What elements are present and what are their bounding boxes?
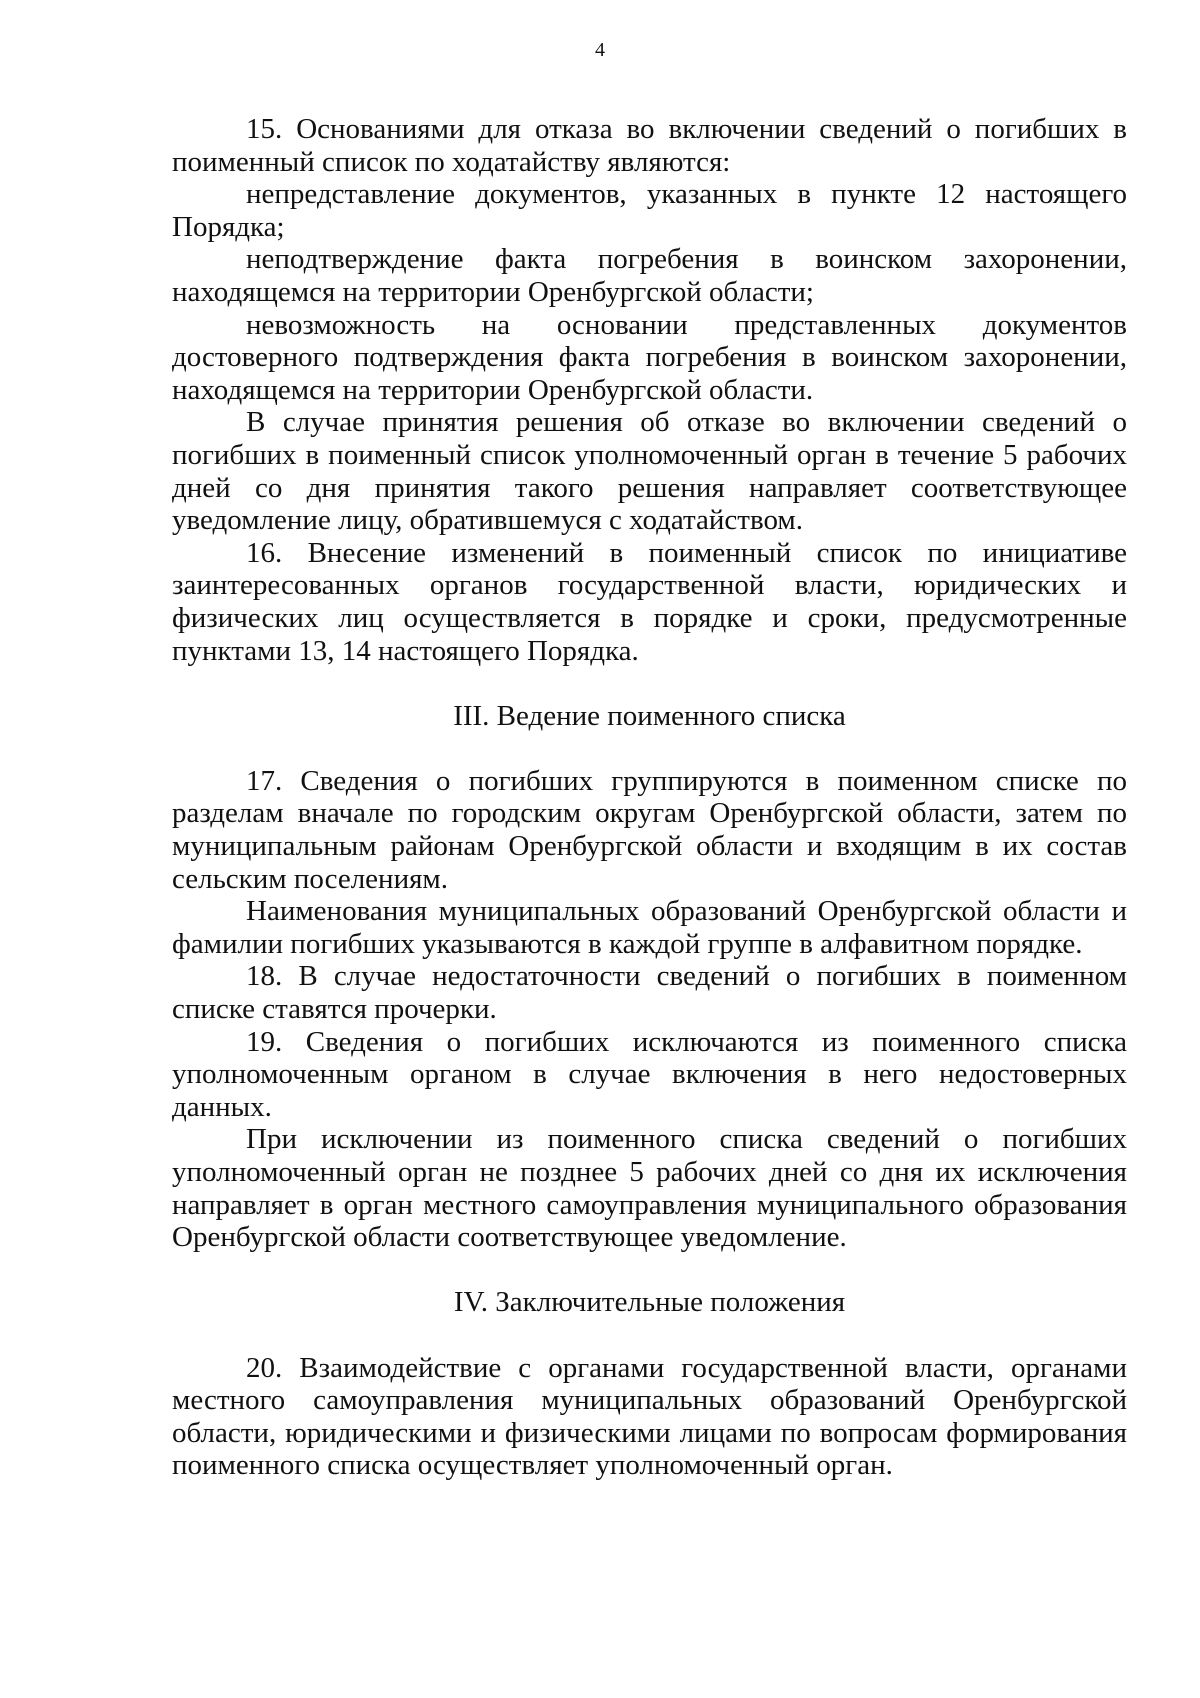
paragraph-15-reason-3: невозможность на основании представленных документов достоверного подтверждения факта погребения в воинском захоронении, находящемся на территории Оренбургской области.	[172, 308, 1127, 406]
section-gap	[172, 667, 1127, 700]
section-gap	[172, 732, 1127, 765]
paragraph-19: 19. Сведения о погибших исключаются из поименного списка уполномоченным органом в случае включения в него недостоверных данных.	[172, 1025, 1127, 1123]
section-gap	[172, 1319, 1127, 1352]
paragraph-19-exclusion: При исключении из поименного списка сведений о погибших уполномоченный орган не позднее 5 рабочих дней со дня их исключения направляет в орган местного самоуправления муниципального образования Оренбургской области соответствующее уведомление.	[172, 1123, 1127, 1254]
paragraph-17: 17. Сведения о погибших группируются в поименном списке по разделам вначале по городским округам Оренбургской области, затем по муниципальным районам Оренбургской области и входящим в их состав сельским поселениям.	[172, 764, 1127, 895]
paragraph-15-intro: 15. Основаниями для отказа во включении сведений о погибших в поименный список по ходатайству являются:	[172, 113, 1127, 178]
page-number: 4	[595, 39, 605, 61]
section-three-heading: III. Ведение поименного списка	[453, 699, 846, 732]
paragraph-15-refusal-notice: В случае принятия решения об отказе во включении сведений о погибших в поименный список уполномоченный орган в течение 5 рабочих дней со дня принятия такого решения направляет соответствующее уведомление лицу, обратившемуся с ходатайством.	[172, 406, 1127, 537]
section-four-heading: IV. Заключительные положения	[453, 1286, 846, 1319]
paragraph-16: 16. Внесение изменений в поименный список по инициативе заинтересованных органов государственной власти, юридических и физических лиц осуществляется в порядке и сроки, предусмотренные пунктами 13, 14 настоящего Порядка.	[172, 536, 1127, 667]
document-body	[172, 113, 1127, 1482]
paragraph-15-reason-1: непредставление документов, указанных в пункте 12 настоящего Порядка;	[172, 178, 1127, 243]
paragraph-15-reason-2: неподтверждение факта погребения в воинском захоронении, находящемся на территории Оренбургской области;	[172, 243, 1127, 308]
paragraph-17-names: Наименования муниципальных образований Оренбургской области и фамилии погибших указываются в каждой группе в алфавитном порядке.	[172, 895, 1127, 960]
paragraph-18: 18. В случае недостаточности сведений о погибших в поименном списке ставятся прочерки.	[172, 960, 1127, 1026]
section-gap	[172, 1254, 1127, 1287]
paragraph-20: 20. Взаимодействие с органами государственной власти, органами местного самоуправления муниципальных образований Оренбургской области, юридическими и физическими лицами по вопросам формирования поименного списка осуществляет уполномоченный орган.	[172, 1351, 1127, 1482]
